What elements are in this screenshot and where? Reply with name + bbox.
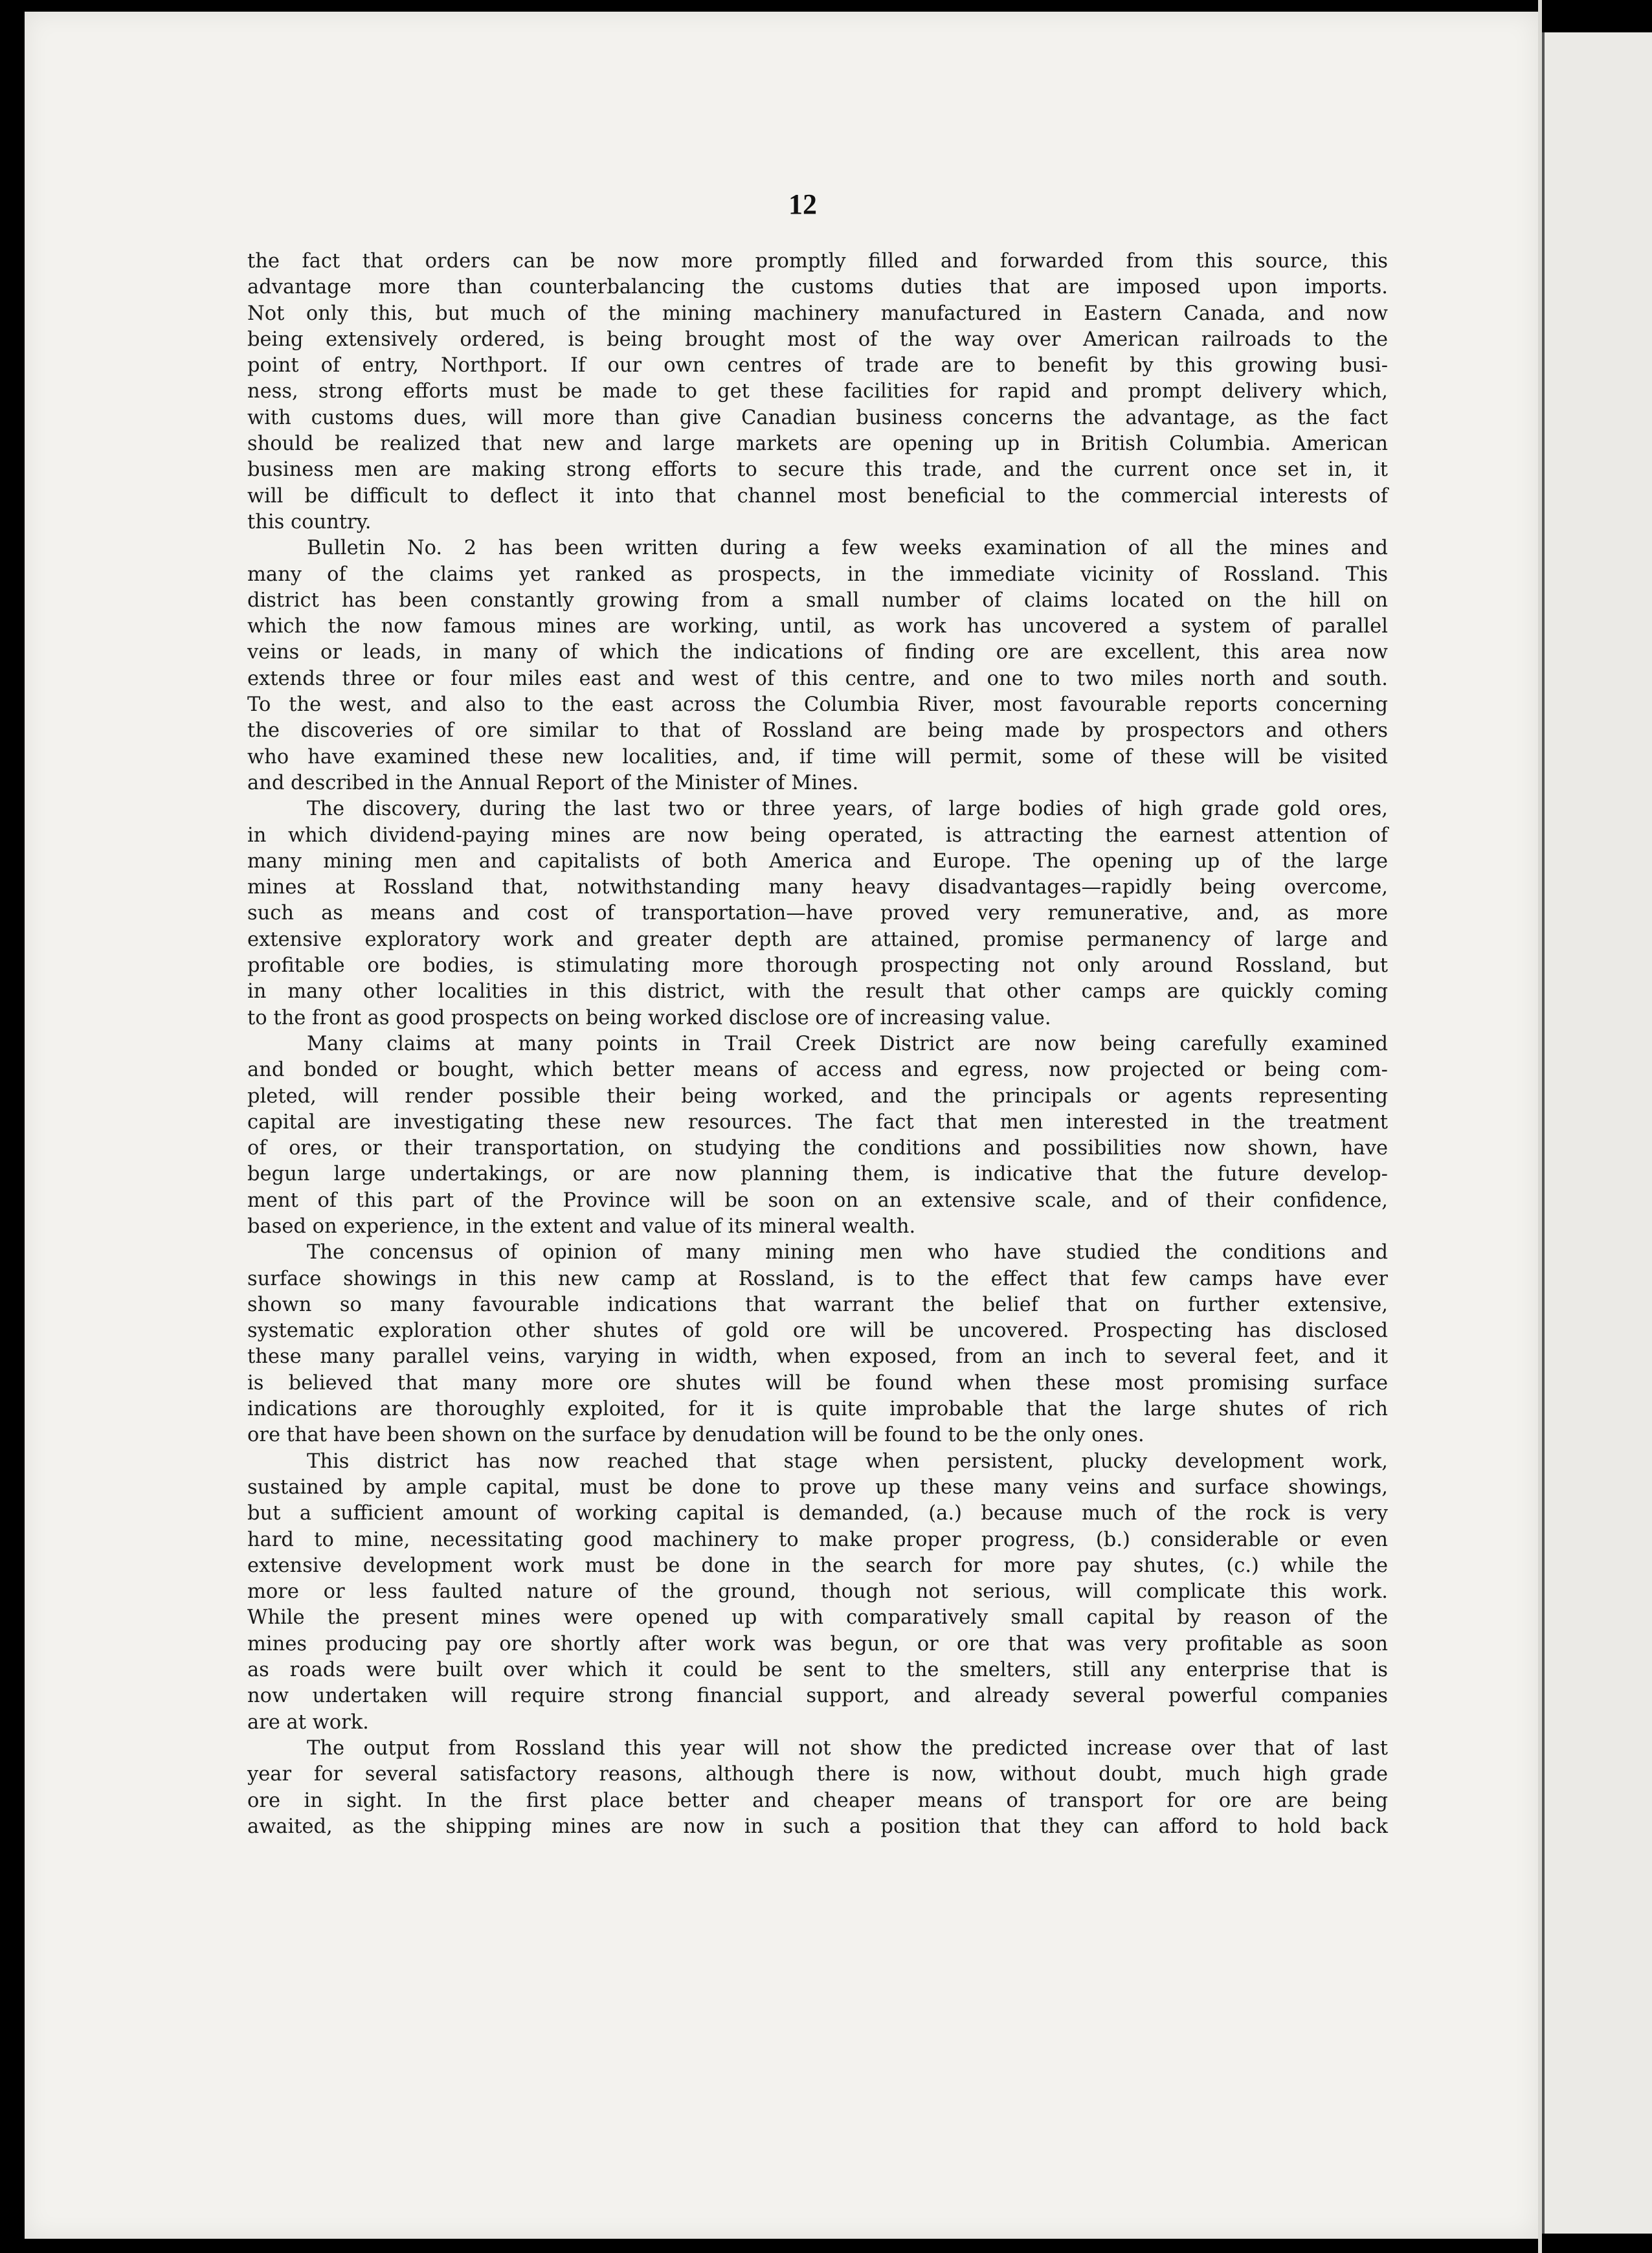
text-line: To the west, and also to the east across the Columbia River, most favourable reports concerning bbox=[247, 693, 1388, 717]
text-line: the discoveries of ore similar to that of Rossland are being made by prospectors and others bbox=[247, 719, 1388, 743]
text-line: Many claims at many points in Trail Creek District are now being carefully examined bbox=[307, 1032, 1388, 1055]
text-line: profitable ore bodies, is stimulating more thorough prospecting not only around Rossland, but bbox=[247, 954, 1388, 978]
text-line: begun large undertakings, or are now planning them, is indicative that the future develop- bbox=[247, 1163, 1388, 1186]
text-line: is believed that many more ore shutes will be found when these most promising surface bbox=[247, 1371, 1388, 1395]
text-line: year for several satisfactory reasons, although there is now, without doubt, much high grade bbox=[247, 1763, 1388, 1786]
text-line: extensive exploratory work and greater depth are attained, promise permanency of large and bbox=[247, 928, 1388, 951]
body-text bbox=[247, 249, 1388, 1840]
text-line: Bulletin No. 2 has been written during a few weeks examination of all the mines and bbox=[307, 537, 1388, 560]
text-line: The discovery, during the last two or three years, of large bodies of high grade gold ores, bbox=[307, 798, 1388, 821]
text-line: ore in sight. In the first place better and cheaper means of transport for ore are being bbox=[247, 1789, 1388, 1812]
text-line: many mining men and capitalists of both America and Europe. The opening up of the large bbox=[247, 849, 1388, 873]
text-line: this country. bbox=[247, 510, 372, 533]
text-line: many of the claims yet ranked as prospects, in the immediate vicinity of Rossland. This bbox=[247, 563, 1388, 586]
text-line: now undertaken will require strong financial support, and already several powerful companies bbox=[247, 1685, 1388, 1708]
text-line: business men are making strong efforts to secure this trade, and the current once set in, it bbox=[247, 458, 1388, 482]
text-line: The output from Rossland this year will not show the predicted increase over that of last bbox=[307, 1736, 1388, 1760]
text-line: extends three or four miles east and west of this centre, and one to two miles north and south. bbox=[247, 667, 1388, 690]
text-line: being extensively ordered, is being brought most of the way over American railroads to the bbox=[247, 328, 1388, 351]
text-line: pleted, will render possible their being worked, and the principals or agents representing bbox=[247, 1084, 1388, 1108]
text-line: with customs dues, will more than give Canadian business concerns the advantage, as the fact bbox=[247, 406, 1388, 429]
text-line: ness, strong efforts must be made to get these facilities for rapid and prompt delivery which, bbox=[247, 380, 1388, 403]
text-line: more or less faulted nature of the ground, though not serious, will complicate this work. bbox=[247, 1580, 1388, 1604]
text-line: indications are thoroughly exploited, for it is quite improbable that the large shutes of rich bbox=[247, 1398, 1388, 1421]
text-line: shown so many favourable indications that warrant the belief that on further extensive, bbox=[247, 1293, 1388, 1316]
text-line: in many other localities in this district, with the result that other camps are quickly coming bbox=[247, 980, 1388, 1003]
page-number: 12 bbox=[788, 188, 817, 220]
text-line: the fact that orders can be now more promptly filled and forwarded from this source, this bbox=[247, 250, 1388, 273]
text-line: should be realized that new and large markets are opening up in British Columbia. American bbox=[247, 432, 1388, 456]
text-line: systematic exploration other shutes of gold ore will be uncovered. Prospecting has disclosed bbox=[247, 1319, 1388, 1343]
text-line: will be difficult to deflect it into that channel most beneficial to the commercial interests of bbox=[247, 484, 1388, 508]
text-line: ment of this part of the Province will be soon on an extensive scale, and of their confidence, bbox=[247, 1189, 1388, 1212]
text-line: hard to mine, necessitating good machinery to make proper progress, (b.) considerable or even bbox=[247, 1528, 1388, 1551]
adjacent-page-edge bbox=[1542, 32, 1652, 2234]
text-line: point of entry, Northport. If our own centres of trade are to benefit by this growing busi- bbox=[247, 354, 1388, 377]
text-line: The concensus of opinion of many mining men who have studied the conditions and bbox=[307, 1241, 1388, 1264]
text-line: are at work. bbox=[247, 1710, 369, 1734]
text-line: sustained by ample capital, must be done to prove up these many veins and surface showings, bbox=[247, 1475, 1388, 1499]
text-line: but a sufficient amount of working capital is demanded, (a.) because much of the rock is very bbox=[247, 1502, 1388, 1525]
text-line: which the now famous mines are working, until, as work has uncovered a system of parallel bbox=[247, 615, 1388, 638]
text-line: who have examined these new localities, and, if time will permit, some of these will be visited bbox=[247, 745, 1388, 768]
text-line: capital are investigating these new resources. The fact that men interested in the treatment bbox=[247, 1110, 1388, 1134]
text-line: advantage more than counterbalancing the customs duties that are imposed upon imports. bbox=[247, 276, 1388, 299]
text-line: district has been constantly growing from a small number of claims located on the hill on bbox=[247, 588, 1388, 612]
text-line: as roads were built over which it could be sent to the smelters, still any enterprise that is bbox=[247, 1659, 1388, 1682]
text-line: extensive development work must be done in the search for more pay shutes, (c.) while the bbox=[247, 1554, 1388, 1577]
text-line: to the front as good prospects on being worked disclose ore of increasing value. bbox=[247, 1006, 1051, 1029]
text-line: awaited, as the shipping mines are now in such a position that they can afford to hold back bbox=[247, 1815, 1388, 1838]
text-line: based on experience, in the extent and value of its mineral wealth. bbox=[247, 1215, 916, 1238]
text-line: and described in the Annual Report of the Minister of Mines. bbox=[247, 771, 859, 794]
text-line: veins or leads, in many of which the indications of finding ore are excellent, this area now bbox=[247, 641, 1388, 664]
text-line: surface showings in this new camp at Rossland, is to the effect that few camps have ever bbox=[247, 1267, 1388, 1290]
text-line: and bonded or bought, which better means of access and egress, now projected or being com- bbox=[247, 1059, 1388, 1082]
text-line: mines producing pay ore shortly after work was begun, or ore that was very profitable as soon bbox=[247, 1632, 1388, 1655]
text-line: such as means and cost of transportation—have proved very remunerative, and, as more bbox=[247, 902, 1388, 925]
text-line: these many parallel veins, varying in width, when exposed, from an inch to several feet, and it bbox=[247, 1345, 1388, 1369]
text-line: While the present mines were opened up with comparatively small capital by reason of the bbox=[247, 1606, 1388, 1630]
text-line: of ores, or their transportation, on studying the conditions and possibilities now shown, have bbox=[247, 1137, 1388, 1160]
text-line: Not only this, but much of the mining machinery manufactured in Eastern Canada, and now bbox=[247, 302, 1388, 325]
text-line: mines at Rossland that, notwithstanding many heavy disadvantages—rapidly being overcome, bbox=[247, 876, 1388, 899]
text-line: This district has now reached that stage when persistent, plucky development work, bbox=[307, 1450, 1388, 1473]
text-line: in which dividend-paying mines are now being operated, is attracting the earnest attention of bbox=[247, 824, 1388, 847]
text-line: ore that have been shown on the surface by denudation will be found to be the only ones. bbox=[247, 1424, 1144, 1447]
